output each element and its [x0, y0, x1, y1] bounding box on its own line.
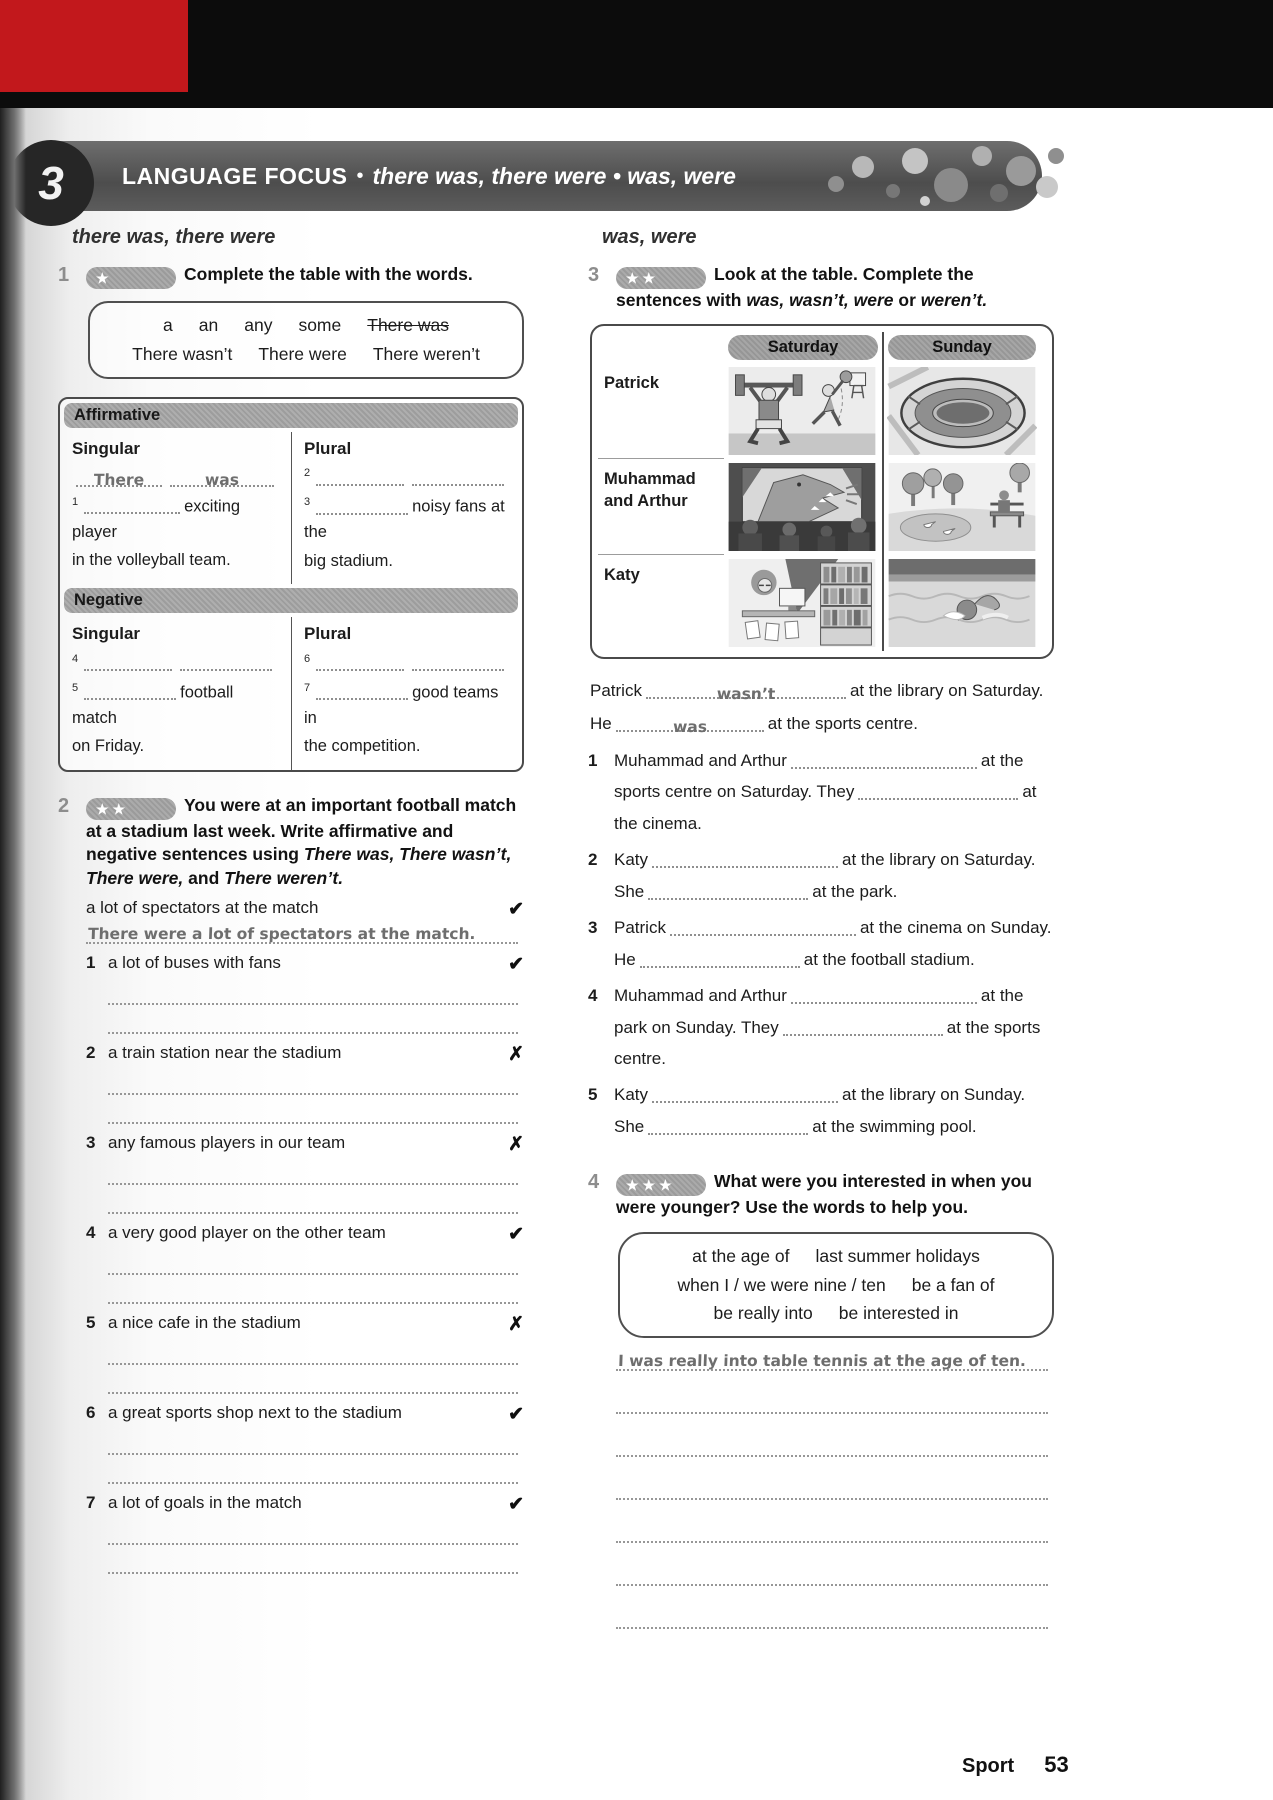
lesson-header-topics: there was, there were • was, were	[372, 162, 736, 189]
cell-line	[72, 680, 281, 732]
answer-blank	[791, 750, 977, 769]
affirmative-plural-cell	[291, 432, 522, 585]
phrase-option: last summer holidays	[815, 1245, 980, 1266]
exercise-4-instruction	[616, 1170, 1054, 1219]
cell-text: football match	[72, 683, 234, 727]
handwritten-answer: There were a lot of spectators at the match.	[87, 925, 476, 944]
answer-line	[108, 1032, 518, 1034]
item-row	[86, 953, 524, 976]
item-row	[86, 1493, 524, 1516]
answer-blank	[652, 849, 838, 868]
answer-blank	[170, 468, 274, 490]
answer-line	[108, 1302, 518, 1304]
check-mark-icon: ✔	[508, 954, 524, 976]
exercise-3-number: 3	[588, 264, 600, 286]
blank-number: 5	[72, 681, 79, 694]
list-item	[86, 953, 524, 1034]
cross-mark-icon: ✗	[508, 1044, 524, 1066]
instruction-italic: was, wasn’t, were	[746, 290, 894, 310]
answer-line	[616, 1455, 1048, 1457]
prompt-text: a lot of buses with fans	[108, 953, 281, 973]
word-box-line	[630, 1271, 1042, 1300]
left-column	[58, 226, 524, 1574]
answer-line	[108, 1543, 518, 1545]
word-box-line	[630, 1242, 1042, 1271]
section-label: Sport	[962, 1755, 1015, 1777]
decorative-dot	[1036, 176, 1058, 198]
sentence-text	[614, 1079, 1054, 1142]
answer-blank	[316, 682, 408, 701]
word-option: any	[244, 315, 273, 335]
sentence-part: Muhammad and Arthur	[614, 751, 787, 771]
cell-line	[304, 494, 512, 546]
answer-line	[108, 1273, 518, 1275]
plural-label: Plural	[304, 438, 352, 458]
negative-singular-cell	[60, 617, 291, 770]
answer-blank	[84, 653, 172, 672]
answer-line	[616, 1412, 1048, 1414]
exercise-1-word-box	[88, 301, 524, 379]
exercise-2-number: 2	[58, 794, 70, 817]
sports-centre-illustration	[727, 367, 877, 455]
row-name-muhammad-arthur: Muhammad and Arthur	[598, 459, 724, 555]
word-option: a	[163, 315, 173, 335]
scan-top-black-bar	[0, 0, 1273, 108]
sentence-text	[614, 912, 1054, 975]
page-number: 53	[1044, 1752, 1069, 1777]
answer-line	[616, 1541, 1048, 1543]
katy-saturday-cell	[724, 555, 882, 651]
grammar-table	[58, 397, 524, 772]
katy-sunday-cell	[882, 555, 1040, 651]
star-icons: ★★	[96, 800, 130, 817]
sentence-part: at the park.	[812, 881, 898, 901]
sentence-part: at the sports centre on Saturday. They	[614, 751, 1024, 802]
blank-number: 2	[304, 467, 311, 480]
answer-blank	[84, 682, 176, 701]
sentence-part: at the cinema.	[614, 782, 1037, 833]
star-icons: ★	[96, 270, 113, 286]
answer-line	[108, 1453, 518, 1455]
prompt-text: a great sports shop next to the stadium	[108, 1403, 402, 1423]
answer-blank	[648, 881, 808, 900]
prompt-text: any famous players in our team	[108, 1133, 346, 1153]
sentence-part: Katy	[614, 1085, 649, 1105]
answer-line	[108, 1003, 518, 1005]
item-number: 7	[86, 1493, 96, 1513]
answer-blank	[316, 496, 408, 515]
star-icons: ★★★	[626, 1177, 676, 1194]
decorative-dot	[990, 184, 1008, 202]
sentence-text: at the library on Saturday. He	[590, 681, 1044, 733]
header-bullet: •	[356, 164, 364, 187]
instruction-text: Look at the table. Complete the sentences with	[616, 264, 974, 310]
sentence-item	[588, 1079, 1054, 1142]
stadium-illustration	[887, 367, 1037, 455]
blank-number: 1	[72, 495, 79, 508]
blank-number: 3	[304, 496, 311, 509]
cell-text: exciting player	[72, 497, 241, 541]
answer-blank	[412, 467, 504, 486]
decorative-dot	[852, 156, 874, 178]
answer-line	[108, 1122, 518, 1124]
word-option: an	[198, 315, 219, 335]
phrase-option: be interested in	[838, 1303, 959, 1324]
answer-line	[616, 1627, 1048, 1629]
check-mark-icon: ✔	[508, 1494, 524, 1516]
row-name-patrick: Patrick	[598, 363, 724, 459]
check-mark-icon: ✔	[508, 1404, 524, 1426]
table-corner-cell	[598, 332, 724, 363]
item-number: 4	[588, 986, 598, 1006]
answer-blank	[316, 653, 404, 672]
affirmative-singular-cell	[60, 432, 291, 585]
instruction-text: or	[893, 290, 921, 310]
exercise-3-instruction	[616, 263, 1054, 312]
instruction-text: You were at an important football match at a stadium last week. Write affirmative and negative sentences using	[86, 794, 517, 865]
decorative-dot	[920, 196, 930, 206]
answer-blank	[648, 1116, 808, 1135]
exercise-4-instruction-text: What were you interested in when you were younger? Use the words to help you.	[616, 1171, 1032, 1218]
cell-text: in the volleyball team.	[72, 551, 231, 570]
cell-line	[72, 494, 281, 546]
answer-line	[108, 1363, 518, 1365]
library-illustration	[727, 559, 877, 647]
park-illustration	[887, 463, 1037, 551]
item-number: 3	[86, 1133, 96, 1153]
decorative-dot	[934, 168, 968, 202]
item-row	[86, 1133, 524, 1156]
answer-blank	[670, 917, 856, 936]
cross-mark-icon: ✗	[508, 1134, 524, 1156]
blank-number: 7	[304, 681, 311, 694]
section-heading-was-were: was, were	[602, 226, 697, 248]
negative-bar	[64, 588, 518, 613]
answer-blank	[76, 468, 162, 490]
answer-blank	[316, 467, 404, 486]
muhammad-arthur-saturday-cell	[724, 459, 882, 555]
exercise-2-body	[86, 794, 524, 1574]
prompt-text: a lot of goals in the match	[108, 1493, 302, 1513]
handwritten-answer: wasn’t	[716, 685, 776, 704]
handwritten-answer: was	[672, 717, 708, 736]
muhammad-arthur-sunday-cell	[882, 459, 1040, 555]
cinema-illustration	[727, 463, 877, 551]
check-mark-icon: ✔	[508, 899, 524, 921]
exercise-4-word-box	[618, 1232, 1054, 1339]
sentence-text: Patrick	[590, 681, 642, 701]
answer-blank	[616, 713, 764, 736]
handwritten-answer: I was really into table tennis at the age of ten.	[617, 1352, 1027, 1371]
answer-blank	[791, 985, 977, 1004]
difficulty-stars-pill	[86, 267, 176, 289]
unit-number: 3	[38, 157, 64, 209]
check-mark-icon: ✔	[508, 1224, 524, 1246]
activity-table	[590, 324, 1054, 659]
exercise-1-instruction	[86, 263, 524, 289]
cell-text: noisy fans at the	[304, 497, 505, 542]
table-row	[60, 617, 522, 770]
item-row	[86, 1403, 524, 1426]
decorative-dot	[886, 184, 900, 198]
instruction-italic: weren’t.	[920, 290, 988, 310]
saturday-label: Saturday	[728, 335, 878, 360]
word-box-line	[100, 311, 512, 340]
answer-line	[616, 1498, 1048, 1500]
exercise-4-body	[616, 1170, 1054, 1629]
sentence-part: at the library on Sunday. She	[614, 1085, 1026, 1136]
page-footer	[962, 1752, 1069, 1778]
list-item	[86, 1223, 524, 1304]
word-option: There weren’t	[372, 343, 480, 364]
item-number: 3	[588, 918, 598, 938]
item-row	[86, 1223, 524, 1246]
blank-number: 4	[72, 652, 79, 665]
cell-line	[72, 465, 281, 491]
item-number: 2	[588, 850, 598, 870]
answer-line	[108, 1482, 518, 1484]
answer-blank	[646, 680, 846, 704]
exercise-1-number: 1	[58, 264, 70, 286]
word-option: There were	[258, 343, 347, 364]
exercise-2	[58, 794, 524, 1574]
exercise-1	[58, 263, 524, 393]
prompt-text: a very good player on the other team	[108, 1223, 386, 1243]
book-cover-corner	[0, 0, 188, 92]
cell-line	[72, 651, 281, 677]
struck-example-word: There was	[367, 315, 449, 335]
phrase-option: be really into	[713, 1303, 813, 1324]
sentence-part: at the sports centre.	[614, 1017, 1041, 1068]
item-row	[86, 1043, 524, 1066]
item-number: 6	[86, 1403, 96, 1423]
instruction-italic: There weren’t.	[224, 867, 344, 888]
sentence-part: Katy	[614, 850, 649, 870]
table-row	[60, 432, 522, 585]
answer-blank	[84, 496, 180, 515]
prompt-text: a train station near the stadium	[108, 1043, 342, 1063]
sentence-part: at the cinema on Sunday. He	[614, 918, 1052, 969]
difficulty-stars-pill	[616, 1174, 706, 1196]
exercise-2-instruction	[86, 794, 524, 890]
saturday-header-cell	[724, 332, 882, 363]
answer-blank	[858, 781, 1018, 800]
list-item	[86, 1493, 524, 1574]
affirmative-label: Affirmative	[74, 405, 161, 424]
example-answer-line	[616, 1352, 1048, 1371]
sentence-text	[614, 844, 1054, 907]
sentence-text	[614, 980, 1054, 1074]
phrase-option: be a fan of	[911, 1274, 995, 1295]
item-number: 1	[86, 953, 96, 973]
item-number: 5	[86, 1313, 96, 1333]
word-box-line	[630, 1299, 1042, 1328]
word-option: some	[298, 315, 342, 335]
item-number: 4	[86, 1223, 96, 1243]
lesson-header-title: LANGUAGE FOCUS	[122, 162, 348, 189]
cell-text: big stadium.	[304, 551, 393, 570]
answer-line	[108, 1093, 518, 1095]
exercise-4	[588, 1170, 1054, 1629]
difficulty-stars-pill	[86, 798, 176, 820]
list-item	[86, 1313, 524, 1394]
sentence-text	[614, 745, 1054, 839]
affirmative-bar	[64, 403, 518, 428]
decorative-dot	[828, 176, 844, 192]
patrick-saturday-cell	[724, 363, 882, 459]
sentence-part: at the football stadium.	[803, 949, 975, 969]
word-option: There wasn’t	[132, 343, 233, 364]
exercise-3-body	[616, 263, 1054, 312]
answer-line	[616, 1584, 1048, 1586]
swimming-pool-illustration	[887, 559, 1037, 647]
cross-mark-icon: ✗	[508, 1314, 524, 1336]
example-answer-line	[86, 925, 518, 944]
answer-line	[108, 1183, 518, 1185]
item-number: 1	[588, 751, 598, 771]
negative-label: Negative	[74, 591, 143, 610]
prompt-text: a lot of spectators at the match	[86, 898, 319, 918]
singular-label: Singular	[72, 624, 141, 644]
decorative-dot	[902, 148, 928, 174]
cell-line	[304, 465, 512, 491]
sentence-part: at the library on Saturday. She	[614, 850, 1036, 901]
list-item	[86, 1043, 524, 1124]
list-item	[86, 1133, 524, 1214]
sunday-label: Sunday	[888, 335, 1036, 360]
phrase-option: when I / we were nine / ten	[677, 1274, 886, 1295]
answer-blank	[652, 1084, 838, 1103]
sentence-item	[588, 745, 1054, 839]
handwritten-answer: There	[93, 471, 145, 490]
negative-plural-cell	[291, 617, 522, 770]
blank-number: 6	[304, 652, 311, 665]
answer-blank	[180, 653, 272, 672]
difficulty-stars-pill	[616, 267, 706, 289]
sentence-item	[588, 912, 1054, 975]
instruction-text: and	[183, 867, 225, 888]
sentence-part: at the park on Sunday. They	[614, 986, 1024, 1037]
sentence-part: at the swimming pool.	[812, 1116, 977, 1136]
plural-label: Plural	[304, 624, 352, 644]
item-number: 2	[86, 1043, 96, 1063]
answer-blank	[783, 1017, 943, 1036]
row-name-katy: Katy	[604, 566, 640, 585]
answer-line	[108, 1572, 518, 1574]
prompt-text: a nice cafe in the stadium	[108, 1313, 301, 1333]
answer-blank	[640, 949, 800, 968]
exercise-1-body	[86, 263, 524, 393]
star-icons: ★★	[626, 270, 660, 286]
sentence-part: Muhammad and Arthur	[614, 986, 787, 1006]
cell-text: good teams in	[304, 683, 499, 727]
item-row	[86, 1313, 524, 1336]
patrick-sunday-cell	[882, 363, 1040, 459]
decorative-dot	[1006, 156, 1036, 186]
sentence-item	[588, 844, 1054, 907]
list-item	[86, 1403, 524, 1484]
example-sentence	[590, 675, 1054, 740]
answer-blank	[412, 653, 504, 672]
sentence-text: at the sports centre.	[767, 713, 918, 733]
decorative-dot	[1048, 148, 1064, 164]
section-heading-there-was: there was, there were	[72, 226, 276, 248]
cell-text: the competition.	[304, 737, 421, 756]
sentence-item	[588, 980, 1054, 1074]
lesson-header	[56, 141, 1042, 211]
exercise-2-items	[86, 898, 524, 1574]
answer-line	[108, 1212, 518, 1214]
exercise-1-instruction-text: Complete the table with the words.	[184, 264, 473, 284]
right-column	[588, 226, 1054, 1629]
cell-line	[304, 651, 512, 677]
instruction-italic: There was, There wasn’t, There were,	[86, 844, 512, 888]
item-number: 5	[588, 1085, 598, 1105]
handwritten-answer: was	[204, 471, 240, 490]
cell-line	[304, 680, 512, 732]
decorative-dot	[972, 146, 992, 166]
singular-label: Singular	[72, 438, 141, 458]
cell-text: on Friday.	[72, 737, 145, 756]
word-box-line	[100, 340, 512, 369]
exercise-3	[588, 263, 1054, 312]
exercise-4-number: 4	[588, 1171, 600, 1194]
sentence-part: Patrick	[614, 918, 666, 938]
scan-left-edge-shadow	[0, 108, 26, 1800]
answer-line	[108, 1392, 518, 1394]
example-item	[86, 898, 524, 921]
sunday-header-cell	[882, 332, 1040, 363]
phrase-option: at the age of	[692, 1245, 790, 1266]
